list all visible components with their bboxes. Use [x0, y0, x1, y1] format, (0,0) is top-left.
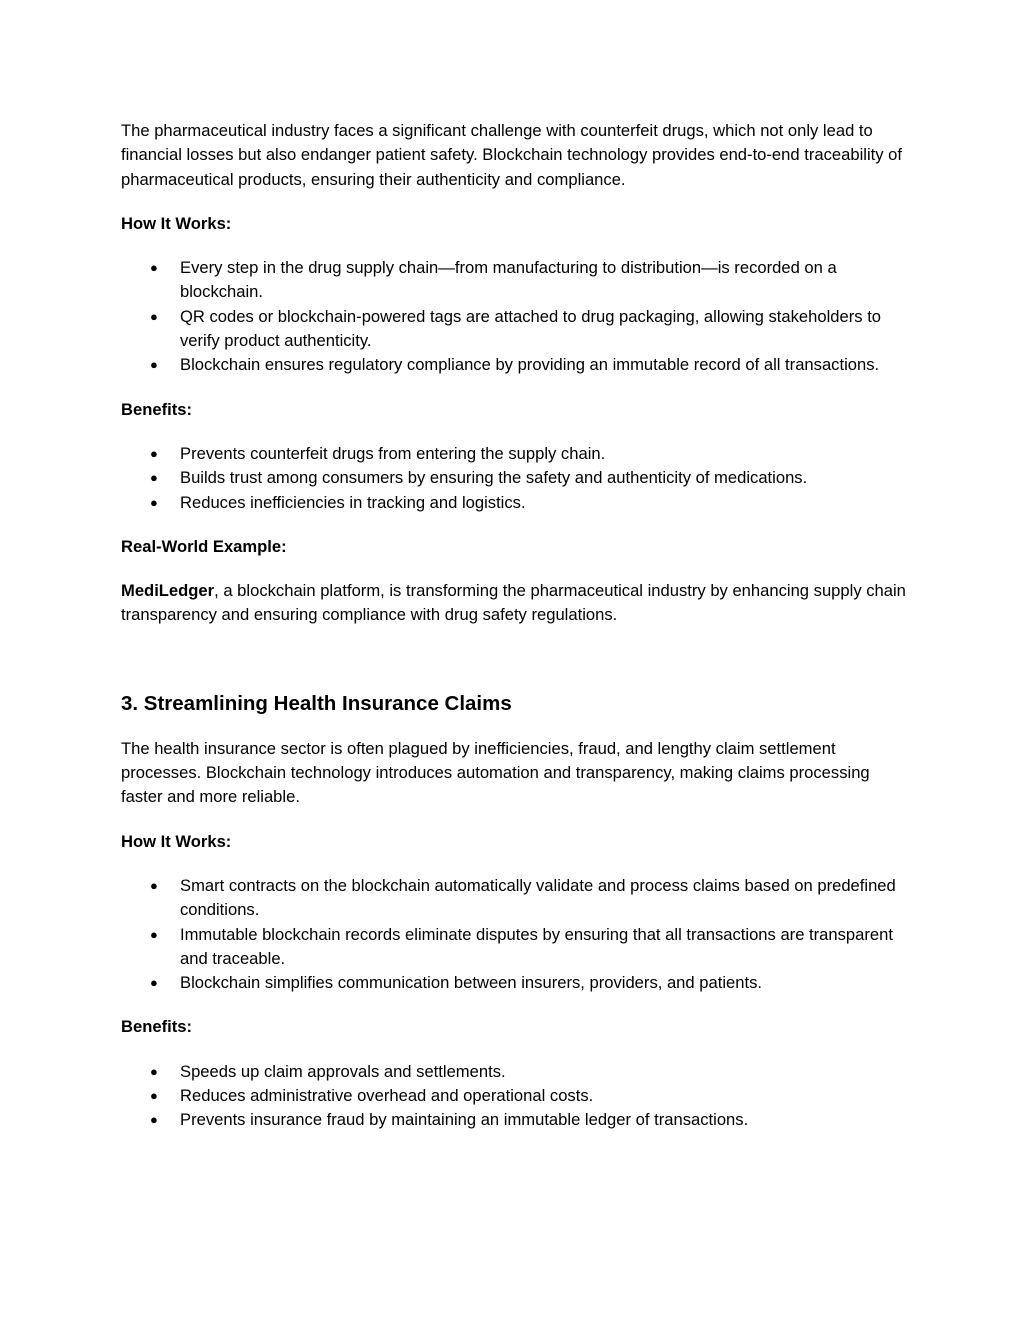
list-item: ● Speeds up claim approvals and settlements.: [121, 1060, 911, 1084]
bullet-icon: ●: [150, 877, 158, 893]
bullet-icon: ●: [150, 260, 158, 276]
list-item: ● Blockchain simplifies communication between insurers, providers, and patients.: [121, 971, 911, 995]
document-page: [121, 119, 911, 1153]
bullet-icon: ●: [150, 1112, 158, 1128]
benefits-heading: Benefits:: [121, 399, 192, 419]
list-item: ● Prevents insurance fraud by maintaining an immutable ledger of transactions.: [121, 1108, 911, 1132]
list-item: ● Builds trust among consumers by ensuring the safety and authenticity of medications.: [121, 466, 911, 490]
example-paragraph: [121, 579, 911, 628]
bullet-icon: ●: [150, 445, 158, 461]
bullet-icon: ●: [150, 1063, 158, 1079]
real-world-example-heading: Real-World Example:: [121, 536, 287, 556]
list-item: ● QR codes or blockchain-powered tags are attached to drug packaging, allowing stakeholders to verify product authenticity.: [150, 306, 882, 351]
benefits-list: [121, 1060, 911, 1133]
bullet-icon: ●: [150, 470, 158, 486]
list-item: ● Reduces administrative overhead and operational costs.: [121, 1084, 911, 1108]
list-item: ● Reduces inefficiencies in tracking and logistics.: [121, 491, 911, 515]
how-it-works-heading: How It Works:: [121, 213, 232, 233]
how-it-works-heading: How It Works:: [121, 831, 232, 851]
section-paragraph: The health insurance sector is often plagued by inefficiencies, fraud, and lengthy claim settlement processes. Blockchain technology introduces automation and transparency, making claims processing faster and more reliable.: [121, 738, 870, 807]
list-item: ● Prevents counterfeit drugs from entering the supply chain.: [121, 442, 911, 466]
how-it-works-list: [121, 874, 911, 995]
bullet-icon: ●: [150, 357, 158, 373]
bullet-icon: ●: [150, 494, 158, 510]
example-text: , a blockchain platform, is transforming the pharmaceutical industry by enhancing supply chain transparency and ensuring compliance with drug safety regulations.: [121, 581, 906, 625]
bullet-icon: ●: [150, 926, 158, 942]
list-item: ● Smart contracts on the blockchain automatically validate and process claims based on predefined conditions.: [150, 875, 896, 920]
benefits-list: [121, 442, 911, 515]
list-item: ● Every step in the drug supply chain—from manufacturing to distribution—is recorded on a blockchain.: [150, 258, 837, 302]
example-name: MediLedger: [121, 581, 215, 601]
bullet-icon: ●: [150, 975, 158, 991]
bullet-icon: ●: [150, 1088, 158, 1104]
benefits-heading: Benefits:: [121, 1017, 192, 1037]
how-it-works-list: [121, 256, 911, 377]
section-title: 3. Streamlining Health Insurance Claims: [121, 691, 512, 715]
intro-paragraph: The pharmaceutical industry faces a significant challenge with counterfeit drugs, which not only lead to financial losses but also endanger patient safety. Blockchain technology provides end-to-end traceability of pharmaceutical products, ensuring their authenticity and compliance.: [121, 121, 902, 189]
list-item: ● Immutable blockchain records eliminate disputes by ensuring that all transactions are transparent and traceable.: [150, 924, 893, 968]
bullet-icon: ●: [150, 308, 158, 324]
list-item: ● Blockchain ensures regulatory compliance by providing an immutable record of all transactions.: [121, 353, 911, 377]
